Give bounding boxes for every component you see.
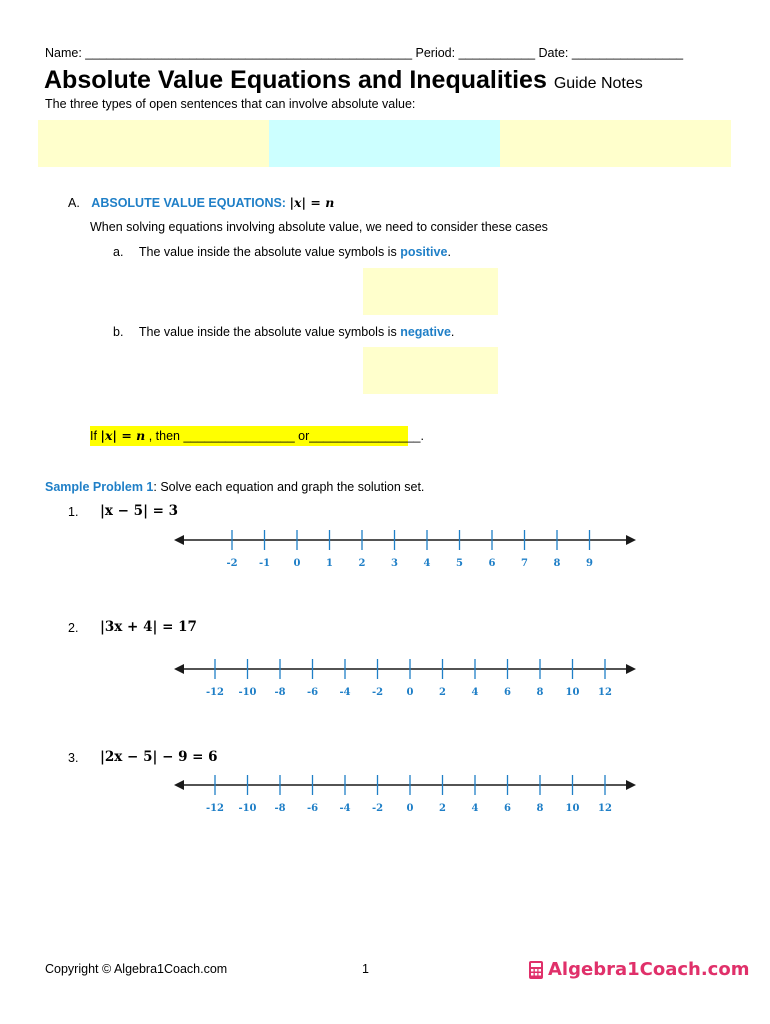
brand-logo: [528, 959, 749, 980]
title-sub: Guide Notes: [553, 75, 643, 92]
tick-label: 10: [565, 687, 580, 698]
tick-label: 0: [406, 803, 414, 814]
case-b-letter: b.: [113, 325, 124, 339]
problem-2-equation: |3x + 4| = 17: [100, 619, 197, 635]
rule-math: |x| = n: [100, 428, 146, 443]
sample-problem-heading: [45, 480, 424, 494]
case-b: [113, 325, 454, 339]
tick-label: 7: [521, 558, 528, 569]
rule-rest: , then ________________ or________________.: [145, 429, 424, 443]
problem-3-number: 3.: [68, 751, 79, 765]
tick-label: 4: [423, 558, 431, 569]
case-b-end: .: [450, 325, 455, 339]
tick-label: -4: [339, 803, 351, 814]
tick-label: -4: [339, 687, 351, 698]
section-a-math: |x| = n: [289, 195, 335, 210]
rule-highlight: [90, 426, 424, 446]
tick-label: -10: [238, 803, 257, 814]
answer-box-3[interactable]: [500, 120, 731, 167]
sample-label: Sample Problem 1: [45, 480, 154, 494]
tick-label: -2: [226, 558, 238, 569]
tick-label: 0: [406, 687, 414, 698]
case-a-end: .: [447, 245, 451, 259]
tick-label: 8: [536, 803, 544, 814]
tick-label: 5: [456, 558, 463, 569]
tick-label: -6: [306, 687, 319, 698]
sample-text: : Solve each equation and graph the solution set.: [153, 480, 425, 494]
problem-1-equation: |x − 5| = 3: [100, 503, 179, 519]
tick-label: 12: [598, 687, 612, 698]
tick-label: 4: [471, 687, 479, 698]
number-line-2[interactable]: [170, 651, 640, 701]
tick-label: -8: [274, 803, 286, 814]
section-a-letter: A.: [68, 196, 80, 210]
tick-label: 8: [536, 687, 544, 698]
tick-label: 2: [358, 558, 366, 569]
case-a-text: The value inside the absolute value symbols is: [138, 245, 401, 259]
tick-label: 1: [326, 558, 333, 569]
problem-2-number: 2.: [68, 621, 79, 635]
tick-label: 8: [553, 558, 561, 569]
case-a-keyword: positive: [400, 245, 448, 259]
answer-box-2[interactable]: [269, 120, 500, 167]
page-number: 1: [362, 962, 369, 976]
tick-label: -10: [238, 687, 257, 698]
tick-label: 10: [565, 803, 580, 814]
case-a-answer-box[interactable]: [363, 268, 498, 315]
rule-prefix: If: [90, 429, 101, 443]
tick-label: -12: [205, 803, 225, 814]
title-main: Absolute Value Equations and Inequalities: [44, 66, 547, 94]
tick-label: -12: [205, 687, 225, 698]
tick-label: 6: [488, 558, 496, 569]
calculator-icon: [528, 960, 544, 980]
page-title: [44, 66, 643, 95]
header-line: Name: _______________________________________________ Period: ___________ Date: ________________: [45, 46, 684, 60]
logo-text: Algebra1Coach.com: [548, 959, 750, 980]
tick-label: 3: [391, 558, 398, 569]
case-b-keyword: negative: [400, 325, 451, 339]
case-b-answer-box[interactable]: [363, 347, 498, 394]
tick-label: 6: [504, 687, 511, 698]
tick-label: 2: [439, 803, 446, 814]
tick-label: 6: [504, 803, 511, 814]
number-line-1[interactable]: [170, 522, 640, 572]
section-a-title: ABSOLUTE VALUE EQUATIONS:: [91, 196, 286, 210]
tick-label: 0: [293, 558, 301, 569]
copyright: Copyright © Algebra1Coach.com: [45, 962, 228, 976]
case-a-letter: a.: [113, 245, 124, 259]
case-a: [113, 245, 451, 259]
section-a-heading: [68, 195, 334, 210]
tick-label: -2: [371, 803, 384, 814]
section-a-line: When solving equations involving absolute value, we need to consider these cases: [90, 220, 548, 234]
number-line-3[interactable]: [170, 767, 640, 817]
problem-1-number: 1.: [68, 505, 79, 519]
tick-label: -1: [258, 558, 271, 569]
tick-label: -6: [306, 803, 319, 814]
tick-label: 2: [439, 687, 446, 698]
tick-label: -2: [371, 687, 384, 698]
case-b-text: The value inside the absolute value symbols is: [138, 325, 401, 339]
tick-label: 9: [586, 558, 593, 569]
tick-label: -8: [274, 687, 286, 698]
problem-3-equation: |2x − 5| − 9 = 6: [100, 749, 218, 765]
tick-label: 4: [471, 803, 479, 814]
tick-label: 12: [598, 803, 612, 814]
intro-text: The three types of open sentences that can involve absolute value:: [45, 97, 416, 111]
answer-box-1[interactable]: [38, 120, 269, 167]
